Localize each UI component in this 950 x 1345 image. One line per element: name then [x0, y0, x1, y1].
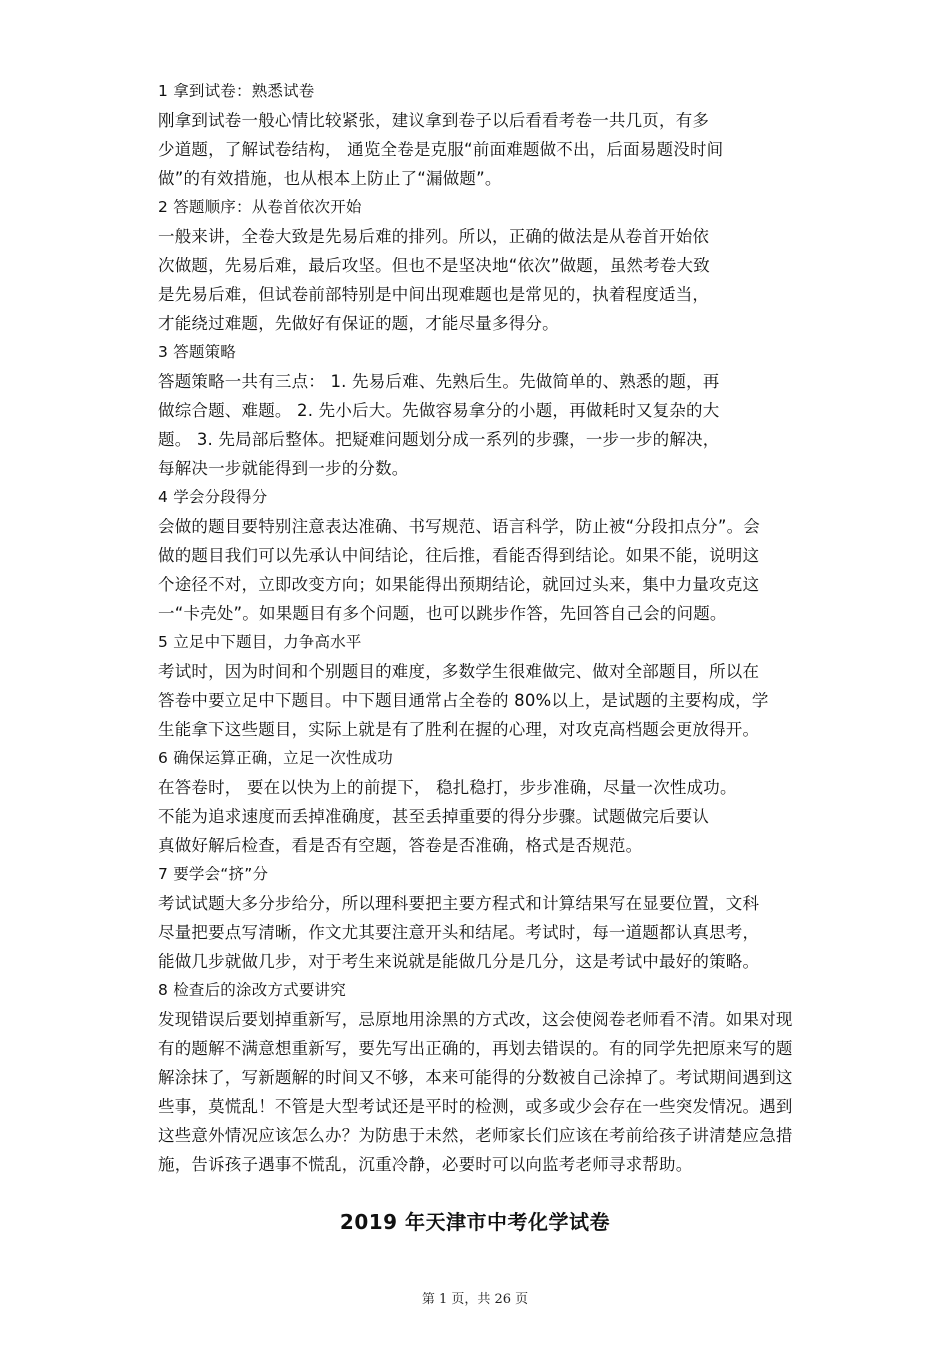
page-footer: 第 1 页，共 26 页	[421, 1292, 529, 1307]
section-heading: 6 确保运算正确，立足一次性成功	[158, 749, 393, 767]
paragraph-line: 答题策略一共有三点： 1. 先易后难、先熟后生。先做简单的、熟悉的题，再	[158, 372, 720, 391]
section-heading: 8 检查后的涂改方式要讲究	[158, 981, 346, 999]
paragraph-line: 题。 3. 先局部后整体。把疑难问题划分成一系列的步骤，一步一步的解决，	[158, 430, 720, 449]
paragraph-line: 考试时，因为时间和个别题目的难度，多数学生很难做完、做对全部题目，所以在	[158, 662, 760, 681]
paragraph-line: 生能拿下这些题目，实际上就是有了胜利在握的心理，对攻克高档题会更放得开。	[158, 720, 760, 739]
paragraph-line: 在答卷时， 要在以快为上的前提下， 稳扎稳打，步步准确，尽量一次性成功。	[158, 778, 737, 797]
exam-title: 2019 年天津市中考化学试卷	[339, 1210, 611, 1234]
section-heading: 4 学会分段得分	[158, 488, 268, 506]
section-heading: 3 答题策略	[158, 343, 236, 361]
paragraph-line: 施，告诉孩子遇事不慌乱，沉重冷静，必要时可以向监考老师寻求帮助。	[158, 1155, 693, 1174]
paragraph-line: 每解决一步就能得到一步的分数。	[158, 459, 409, 478]
paragraph-line: 一般来讲，全卷大致是先易后难的排列。所以，正确的做法是从卷首开始依	[158, 227, 710, 246]
paragraph-line: 少道题，了解试卷结构， 通览全卷是克服“前面难题做不出，后面易题没时间	[158, 140, 724, 159]
paragraph-line: 发现错误后要划掉重新写，忌原地用涂黑的方式改，这会使阅卷老师看不清。如果对现	[158, 1010, 793, 1029]
paragraph-line: 才能绕过难题，先做好有保证的题，才能尽量多得分。	[158, 314, 559, 333]
paragraph-line: 真做好解后检查，看是否有空题，答卷是否准确，格式是否规范。	[158, 836, 643, 855]
paragraph-line: 个途径不对，立即改变方向；如果能得出预期结论，就回过头来，集中力量攻克这	[158, 575, 760, 594]
paragraph-line: 答卷中要立足中下题目。中下题目通常占全卷的 80%以上，是试题的主要构成，学	[158, 691, 769, 710]
paragraph-line: 考试试题大多分步给分，所以理科要把主要方程式和计算结果写在显要位置，文科	[158, 894, 760, 913]
paragraph-line: 能做几步就做几步，对于考生来说就是能做几分是几分，这是考试中最好的策略。	[158, 952, 760, 971]
paragraph-line: 刚拿到试卷一般心情比较紧张，建议拿到卷子以后看看考卷一共几页，有多	[158, 111, 710, 130]
paragraph-line: 是先易后难，但试卷前部特别是中间出现难题也是常见的，执着程度适当，	[158, 285, 710, 304]
paragraph-line: 会做的题目要特别注意表达准确、书写规范、语言科学，防止被“分段扣点分”。会	[158, 517, 760, 536]
section-heading: 2 答题顺序：从卷首依次开始	[158, 198, 362, 216]
paragraph-line: 做综合题、难题。 2. 先小后大。先做容易拿分的小题，再做耗时又复杂的大	[158, 401, 720, 420]
paragraph-line: 尽量把要点写清晰，作文尤其要注意开头和结尾。考试时，每一道题都认真思考，	[158, 923, 760, 942]
paragraph-line: 次做题，先易后难，最后攻坚。但也不是坚决地“依次”做题，虽然考卷大致	[158, 256, 710, 275]
paragraph-line: 有的题解不满意想重新写，要先写出正确的，再划去错误的。有的同学先把原来写的题	[158, 1039, 793, 1058]
paragraph-line: 解涂抹了，写新题解的时间又不够，本来可能得的分数被自己涂掉了。考试期间遇到这	[158, 1068, 793, 1087]
paragraph-line: 这些意外情况应该怎么办？为防患于未然，老师家长们应该在考前给孩子讲清楚应急措	[158, 1126, 793, 1145]
paragraph-line: 些事，莫慌乱！不管是大型考试还是平时的检测，或多或少会存在一些突发情况。遇到	[158, 1097, 793, 1116]
paragraph-line: 一“卡壳处”。如果题目有多个问题，也可以跳步作答，先回答自己会的问题。	[158, 604, 727, 623]
section-heading: 5 立足中下题目，力争高水平	[158, 633, 362, 651]
section-heading: 1 拿到试卷：熟悉试卷	[158, 82, 315, 100]
document-body	[158, 77, 818, 1179]
section-heading: 7 要学会“挤”分	[158, 865, 269, 883]
paragraph-line: 做的题目我们可以先承认中间结论，往后推，看能否得到结论。如果不能，说明这	[158, 546, 760, 565]
paragraph-line: 不能为追求速度而丢掉准确度，甚至丢掉重要的得分步骤。试题做完后要认	[158, 807, 710, 826]
paragraph-line: 做”的有效措施，也从根本上防止了“漏做题”。	[158, 169, 502, 188]
